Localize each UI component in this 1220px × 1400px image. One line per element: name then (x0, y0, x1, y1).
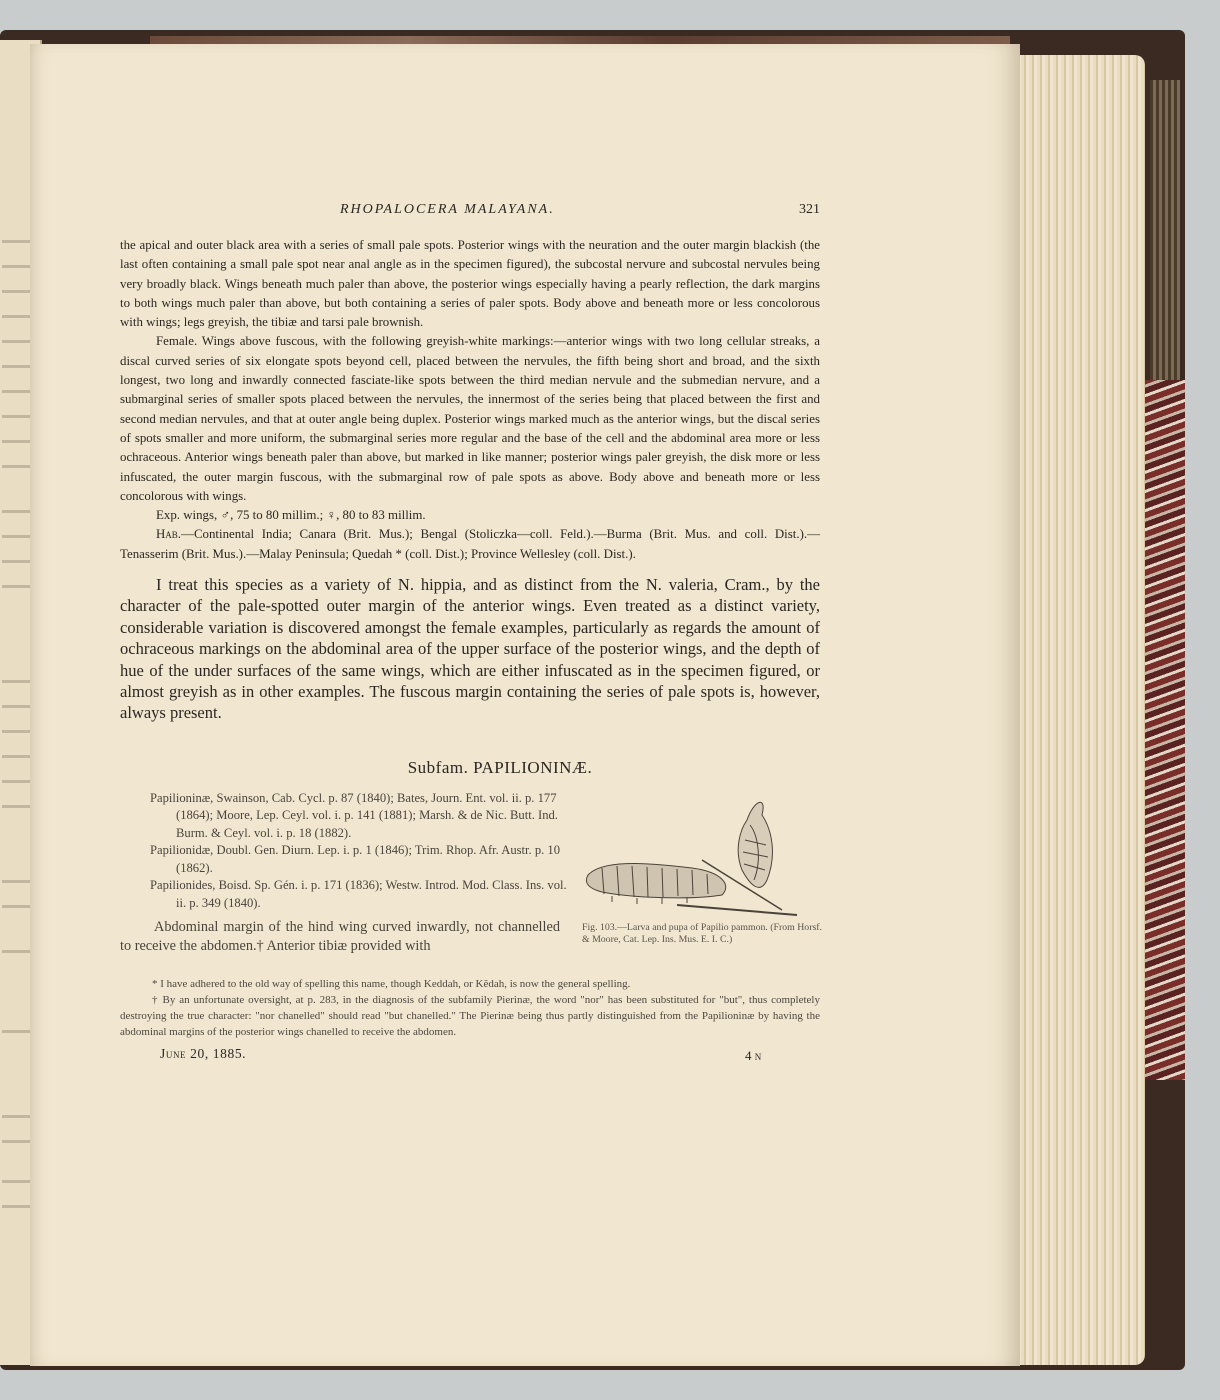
page-header (340, 202, 820, 222)
footnote-1: * I have adhered to the old way of spelling this name, though Keddah, or Kĕdah, is now the general spelling. (152, 977, 631, 990)
running-title: RHOPALOCERA MALAYANA. (340, 202, 555, 217)
synonym-list (150, 790, 570, 913)
discussion-large (120, 574, 820, 724)
synonym-entry: Papilionidæ, Doubl. Gen. Diurn. Lep. i. p. 1 (1846); Trim. Rhop. Afr. Austr. p. 10 (1862). (150, 843, 561, 875)
marbled-endpaper (1140, 380, 1185, 1080)
subfamily-heading: Subfam. PAPILIONINÆ. (407, 757, 593, 777)
synonym-entry: Papilionides, Boisd. Sp. Gén. i. p. 171 (1836); Westw. Introd. Mod. Class. Ins. vol. ii. p. 349 (1840). (150, 878, 567, 910)
issue-date: June 20, 1885. (160, 1045, 247, 1061)
page-footer (120, 1046, 820, 1066)
larva-pupa-illustration (582, 790, 827, 920)
main-text (120, 236, 820, 1066)
habitat-text: —Continental India; Canara (Brit. Mus.); Bengal (Stoliczka—coll. Feld.).—Burma (Brit. Mus. and coll. Dist.).—Tenasserim (Brit. Mus.).—Malay Peninsula; Quedah * (coll. Dist.); Province Wellesley (coll. Dist.). (120, 527, 820, 561)
description-small (120, 236, 820, 564)
page-edges (1005, 55, 1145, 1365)
habitat-label: Hab. (156, 527, 182, 542)
paragraph-discussion: I treat this species as a variety of N. hippia, and as distinct from the N. valeria, Cram., by the character of the pale-spotted outer margin of the anterior wings. Even treated as a distinct variety, considerable variation is discovered amongst the female examples, particularly as regards the amount of ochraceous markings on the abdominal area of the upper surface of the posterior wings, and the depth of hue of the under surfaces of the same wings, which are either infuscated as in the specimen figured, or almost greyish as in other examples. The fuscous margin containing the series of pale spots is, however, always present. (120, 575, 820, 723)
spine-edge (1150, 80, 1180, 380)
footnotes (120, 976, 820, 1040)
paragraph-male: the apical and outer black area with a series of small pale spots. Posterior wings with the neuration and the outer margin blackish (the last often containing a small pale spot near anal angle as in the specimen figured), the subcostal nervure and subcostal nervules being very broadly black. Wings beneath much paler than above, the posterior wings especially having a pearly reflection, the dark margins to both wings much paler than above, but both containing a series of paler spots. Body above and beneath more or less concolorous with wings; legs greyish, the tibiæ and tarsi pale brownish. (120, 238, 820, 330)
paragraph-habitat (120, 525, 820, 564)
abdominal-text: Abdominal margin of the hind wing curved inwardly, not channelled to receive the abdomen.† Anterior tibiæ provided with (120, 918, 560, 954)
synonym-entry: Papilioninæ, Swainson, Cab. Cycl. p. 87 (1840); Bates, Journ. Ent. vol. ii. p. 177 (1864); Moore, Lep. Ceyl. vol. i. p. 141 (1881); Marsh. & de Nic. Butt. Ind. Burm. & Ceyl. vol. i. p. 18 (1882). (150, 790, 558, 840)
footnote-2: † By an unfortunate oversight, at p. 283, in the diagnosis of the subfamily Pierinæ, the word "nor" has been substituted for "but", thus completely destroying the true character: "nor chanelled" should read "but chanelled." The Pierinæ being thus partly distinguished from the Papilioninæ by having the abdominal margins of the posterior wings chanelled to receive the abdomen. (120, 993, 820, 1038)
figure-caption: Fig. 103.—Larva and pupa of Papilio pammon. (From Horsf. & Moore, Cat. Lep. Ins. Mus. E. I. C.) (582, 921, 822, 945)
signature-mark: 4 n (745, 1047, 762, 1063)
paragraph-expanse: Exp. wings, ♂, 75 to 80 millim.; ♀, 80 to 83 millim. (156, 508, 426, 523)
synonymy-block (120, 790, 820, 960)
page-number: 321 (799, 202, 820, 217)
paragraph-female: Female. Wings above fuscous, with the following greyish-white markings:—anterior wings with two long cellular streaks, a discal curved series of six elongate spots beyond cell, placed between the nervules, the fifth being short and broad, and the sixth longest, two long and inwardly connected fasciate-like spots between the third median nervule and the submedian nervure, and a submarginal series of smaller spots placed between the nervules, the innermost of the series being that placed between the first and second median nervules, and that at outer angle being duplex. Posterior wings marked much as the anterior wings, but the discal series of spots smaller and more uniform, the submarginal series more regular and the base of the cell and the abdominal area more or less ochraceous. Anterior wings beneath paler than above, but marked in like manner; posterior wings paler greyish, the disk more or less infuscated, the outer margin fuscous, with the submarginal row of pale spots as above. Body above and beneath more or less concolorous with wings. (120, 334, 820, 503)
